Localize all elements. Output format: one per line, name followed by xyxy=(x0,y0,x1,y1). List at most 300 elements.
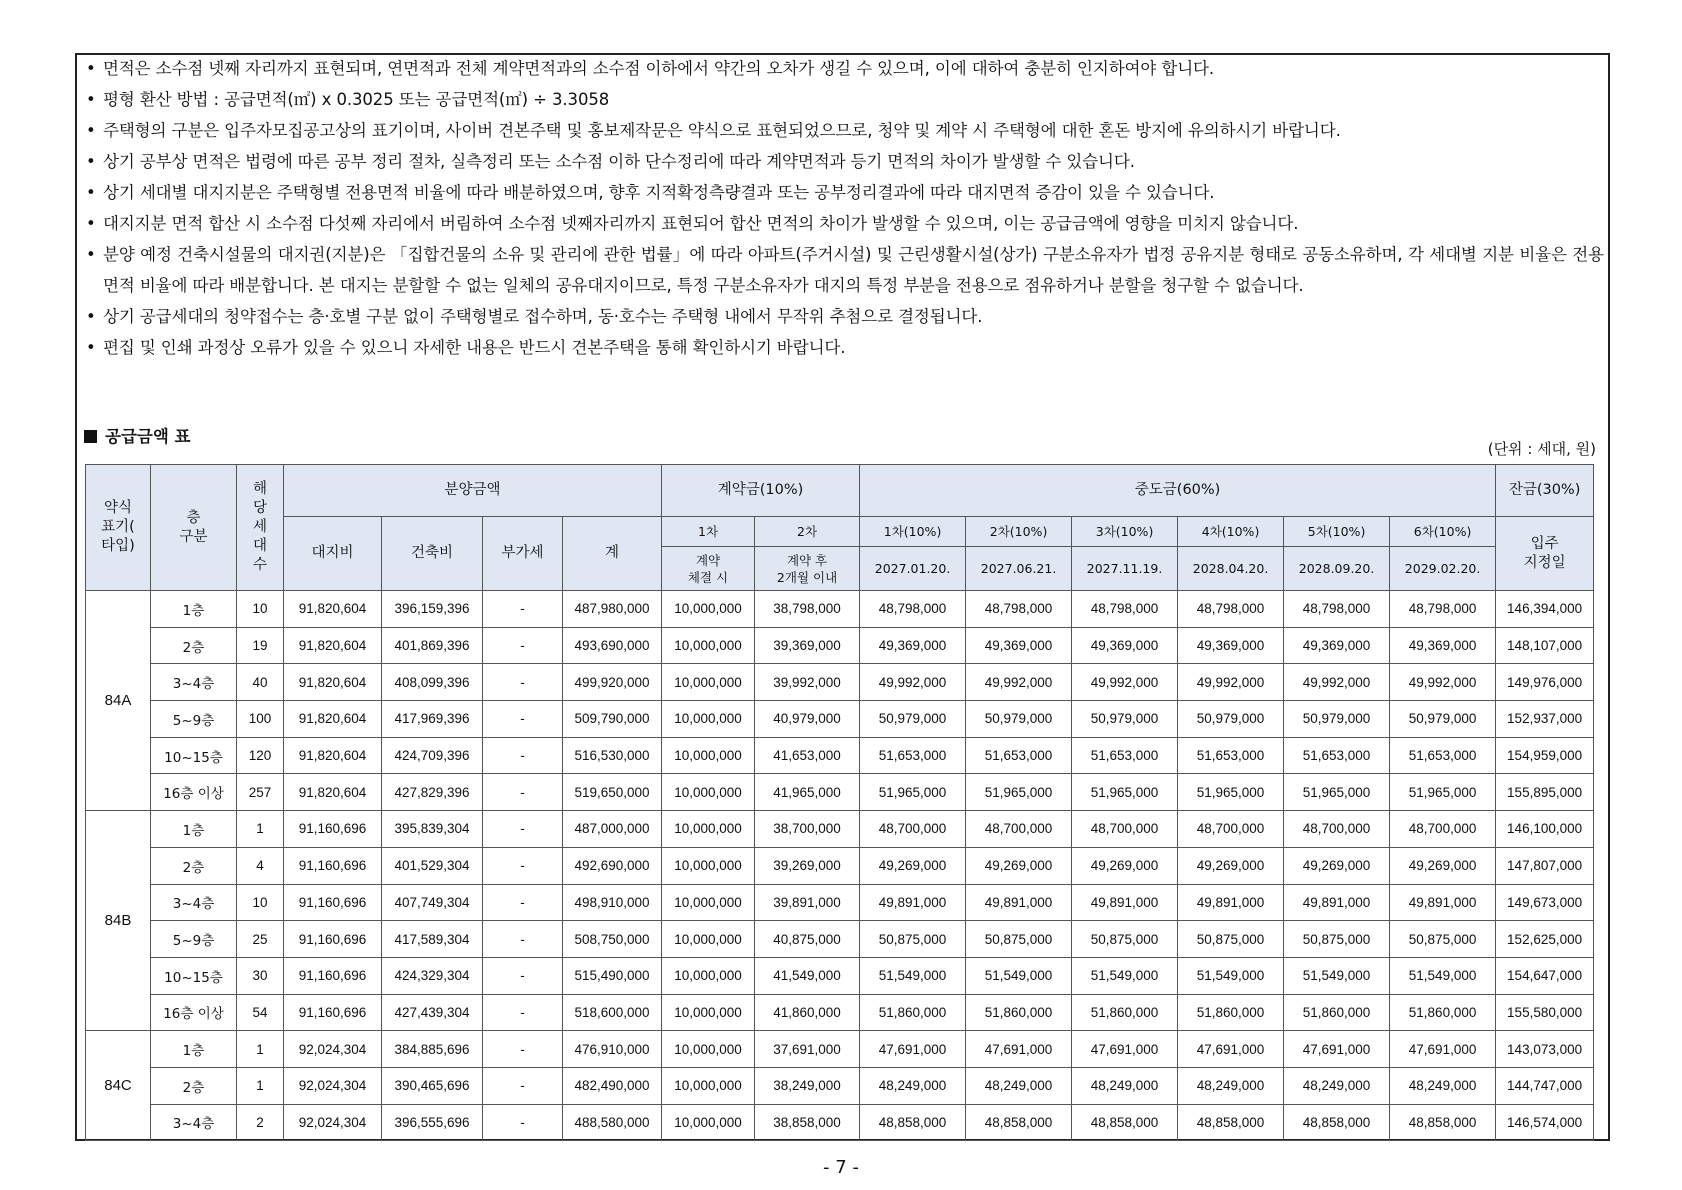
value-cell: 50,979,000 xyxy=(1390,701,1496,738)
header-dep2: 2차 xyxy=(755,517,860,547)
value-cell: 519,650,000 xyxy=(563,774,662,811)
header-interim-round: 6차(10%) xyxy=(1390,517,1496,547)
value-cell: 47,691,000 xyxy=(1178,1031,1284,1068)
value-cell: 51,860,000 xyxy=(1178,994,1284,1031)
value-cell: 10,000,000 xyxy=(662,774,755,811)
value-cell: 427,439,304 xyxy=(382,994,483,1031)
value-cell: 48,798,000 xyxy=(1284,591,1390,628)
value-cell: 49,369,000 xyxy=(1390,627,1496,664)
header-interim-date: 2027.06.21. xyxy=(966,547,1072,591)
header-dep2-when xyxy=(755,547,860,591)
value-cell: 48,249,000 xyxy=(1284,1067,1390,1104)
header-vat: 부가세 xyxy=(483,517,563,591)
value-cell: 49,992,000 xyxy=(860,664,966,701)
floor-cell: 3~4층 xyxy=(151,884,237,921)
table-row xyxy=(86,921,1594,958)
header-dep2-when-text: 계약 후 2개월 이내 xyxy=(776,552,838,585)
value-cell: 146,100,000 xyxy=(1496,811,1594,848)
value-cell: 48,858,000 xyxy=(1284,1104,1390,1141)
value-cell: 516,530,000 xyxy=(563,737,662,774)
value-cell: 39,269,000 xyxy=(755,847,860,884)
floor-cell: 5~9층 xyxy=(151,921,237,958)
value-cell: 4 xyxy=(237,847,284,884)
value-cell: 499,920,000 xyxy=(563,664,662,701)
value-cell: 51,653,000 xyxy=(1072,737,1178,774)
value-cell: - xyxy=(483,847,563,884)
value-cell: - xyxy=(483,774,563,811)
bullet-icon: • xyxy=(86,214,96,233)
value-cell: 50,979,000 xyxy=(966,701,1072,738)
value-cell: 49,992,000 xyxy=(1284,664,1390,701)
value-cell: - xyxy=(483,994,563,1031)
bullet-icon: • xyxy=(86,90,96,109)
note-item xyxy=(84,301,1604,332)
value-cell: 50,979,000 xyxy=(1072,701,1178,738)
value-cell: 2 xyxy=(237,1104,284,1141)
value-cell: 10,000,000 xyxy=(662,847,755,884)
value-cell: 417,589,304 xyxy=(382,921,483,958)
section-title xyxy=(84,423,190,447)
value-cell: 50,979,000 xyxy=(1178,701,1284,738)
value-cell: 143,073,000 xyxy=(1496,1031,1594,1068)
note-text: 상기 공급세대의 청약접수는 층·호별 구분 없이 주택형별로 접수하며, 동·호수는 주택형 내에서 무작위 추첨으로 결정됩니다. xyxy=(103,307,983,326)
value-cell: 92,024,304 xyxy=(284,1031,382,1068)
value-cell: 146,394,000 xyxy=(1496,591,1594,628)
header-type xyxy=(86,465,151,591)
value-cell: 51,965,000 xyxy=(1284,774,1390,811)
table-body xyxy=(86,591,1594,1141)
value-cell: 49,891,000 xyxy=(1284,884,1390,921)
value-cell: - xyxy=(483,1104,563,1141)
value-cell: 49,269,000 xyxy=(1284,847,1390,884)
floor-cell: 1층 xyxy=(151,1031,237,1068)
value-cell: - xyxy=(483,921,563,958)
value-cell: 40 xyxy=(237,664,284,701)
value-cell: 91,160,696 xyxy=(284,957,382,994)
table-row xyxy=(86,701,1594,738)
section-title-text: 공급금액 표 xyxy=(105,427,191,446)
value-cell: 48,249,000 xyxy=(860,1067,966,1104)
value-cell: - xyxy=(483,701,563,738)
value-cell: 41,860,000 xyxy=(755,994,860,1031)
value-cell: 154,647,000 xyxy=(1496,957,1594,994)
value-cell: 48,858,000 xyxy=(860,1104,966,1141)
note-text: 대지지분 면적 합산 시 소수점 다섯째 자리에서 버림하여 소수점 넷째자리까지 표현되어 합산 면적의 차이가 발생할 수 있으며, 이는 공급금액에 영향을 미치지 않습니다. xyxy=(103,214,1299,233)
value-cell: 40,875,000 xyxy=(755,921,860,958)
supply-price-table xyxy=(85,464,1594,1141)
value-cell: 51,549,000 xyxy=(1284,957,1390,994)
header-dep1-when xyxy=(662,547,755,591)
value-cell: 487,980,000 xyxy=(563,591,662,628)
header-interim-round: 4차(10%) xyxy=(1178,517,1284,547)
type-cell: 84B xyxy=(86,811,151,1031)
value-cell: 49,992,000 xyxy=(966,664,1072,701)
value-cell: 40,979,000 xyxy=(755,701,860,738)
value-cell: 51,965,000 xyxy=(1072,774,1178,811)
value-cell: - xyxy=(483,627,563,664)
value-cell: 396,555,696 xyxy=(382,1104,483,1141)
floor-cell: 2층 xyxy=(151,1067,237,1104)
floor-cell: 3~4층 xyxy=(151,664,237,701)
value-cell: 51,653,000 xyxy=(1178,737,1284,774)
table-row xyxy=(86,884,1594,921)
value-cell: 48,700,000 xyxy=(1390,811,1496,848)
value-cell: 10 xyxy=(237,884,284,921)
value-cell: 91,820,604 xyxy=(284,701,382,738)
value-cell: 49,369,000 xyxy=(1284,627,1390,664)
value-cell: - xyxy=(483,957,563,994)
note-item xyxy=(84,239,1604,301)
value-cell: 152,625,000 xyxy=(1496,921,1594,958)
value-cell: 401,869,396 xyxy=(382,627,483,664)
value-cell: 91,160,696 xyxy=(284,847,382,884)
value-cell: 19 xyxy=(237,627,284,664)
header-sale-price: 분양금액 xyxy=(284,465,662,517)
value-cell: 10 xyxy=(237,591,284,628)
value-cell: 91,820,604 xyxy=(284,774,382,811)
value-cell: - xyxy=(483,811,563,848)
note-text: 면적은 소수점 넷째 자리까지 표현되며, 연면적과 전체 계약면적과의 소수점 이하에서 약간의 오차가 생길 수 있으며, 이에 대하여 충분히 인지하여야 합니다. xyxy=(103,59,1215,78)
value-cell: 91,820,604 xyxy=(284,627,382,664)
value-cell: 1 xyxy=(237,1031,284,1068)
value-cell: 509,790,000 xyxy=(563,701,662,738)
value-cell: 10,000,000 xyxy=(662,664,755,701)
header-type-text: 약식 표기( 타입) xyxy=(101,500,135,554)
header-dep1: 1차 xyxy=(662,517,755,547)
value-cell: 49,891,000 xyxy=(1390,884,1496,921)
header-interim-date: 2027.01.20. xyxy=(860,547,966,591)
note-item xyxy=(84,177,1604,208)
value-cell: 146,574,000 xyxy=(1496,1104,1594,1141)
value-cell: 50,979,000 xyxy=(860,701,966,738)
value-cell: 48,798,000 xyxy=(1072,591,1178,628)
value-cell: 48,798,000 xyxy=(860,591,966,628)
value-cell: 10,000,000 xyxy=(662,921,755,958)
square-bullet-icon xyxy=(84,430,97,443)
value-cell: 54 xyxy=(237,994,284,1031)
value-cell: 50,875,000 xyxy=(1390,921,1496,958)
note-item xyxy=(84,53,1604,84)
value-cell: 518,600,000 xyxy=(563,994,662,1031)
value-cell: 92,024,304 xyxy=(284,1067,382,1104)
bullet-icon: • xyxy=(86,245,96,264)
value-cell: 39,369,000 xyxy=(755,627,860,664)
value-cell: 41,549,000 xyxy=(755,957,860,994)
value-cell: 407,749,304 xyxy=(382,884,483,921)
header-balance: 잔금(30%) xyxy=(1496,465,1594,517)
floor-cell: 2층 xyxy=(151,627,237,664)
value-cell: 50,875,000 xyxy=(860,921,966,958)
value-cell: 39,992,000 xyxy=(755,664,860,701)
value-cell: 49,269,000 xyxy=(1178,847,1284,884)
value-cell: 48,249,000 xyxy=(1072,1067,1178,1104)
value-cell: 49,269,000 xyxy=(1072,847,1178,884)
table-row xyxy=(86,1031,1594,1068)
value-cell: 47,691,000 xyxy=(860,1031,966,1068)
floor-cell: 10~15층 xyxy=(151,737,237,774)
value-cell: 47,691,000 xyxy=(1284,1031,1390,1068)
value-cell: 48,700,000 xyxy=(1284,811,1390,848)
table-row xyxy=(86,957,1594,994)
note-item xyxy=(84,332,1604,363)
value-cell: 10,000,000 xyxy=(662,1104,755,1141)
type-cell: 84C xyxy=(86,1031,151,1141)
note-text: 분양 예정 건축시설물의 대지권(지분)은 「집합건물의 소유 및 관리에 관한 법률」에 따라 아파트(주거시설) 및 근린생활시설(상가) 구분소유자가 법정 공유지분 형태로 공동소유하며, 각 세대별 지분 비율은 전용면적 비율에 따라 배분합니다. 본 대지는 분할할 수 없는 일체의 공유대지이므로, 특정 구분소유자가 대지의 특정 부분을 전용으로 점유하거나 분할을 청구할 수 없습니다. xyxy=(103,245,1604,295)
value-cell: 91,160,696 xyxy=(284,921,382,958)
value-cell: 257 xyxy=(237,774,284,811)
value-cell: 10,000,000 xyxy=(662,1031,755,1068)
value-cell: 10,000,000 xyxy=(662,627,755,664)
value-cell: 152,937,000 xyxy=(1496,701,1594,738)
value-cell: 50,875,000 xyxy=(1284,921,1390,958)
floor-cell: 1층 xyxy=(151,811,237,848)
note-item xyxy=(84,115,1604,146)
value-cell: 25 xyxy=(237,921,284,958)
value-cell: 476,910,000 xyxy=(563,1031,662,1068)
value-cell: 92,024,304 xyxy=(284,1104,382,1141)
value-cell: 49,269,000 xyxy=(1390,847,1496,884)
value-cell: - xyxy=(483,1067,563,1104)
value-cell: 51,860,000 xyxy=(1284,994,1390,1031)
value-cell: 395,839,304 xyxy=(382,811,483,848)
header-total: 계 xyxy=(563,517,662,591)
value-cell: 10,000,000 xyxy=(662,994,755,1031)
value-cell: 48,798,000 xyxy=(1390,591,1496,628)
note-text: 상기 세대별 대지지분은 주택형별 전용면적 비율에 따라 배분하였으며, 향후 지적확정측량결과 또는 공부정리결과에 따라 대지면적 증감이 있을 수 있습니다. xyxy=(103,183,1215,202)
value-cell: 154,959,000 xyxy=(1496,737,1594,774)
value-cell: 51,653,000 xyxy=(860,737,966,774)
value-cell: 51,549,000 xyxy=(1072,957,1178,994)
value-cell: - xyxy=(483,664,563,701)
value-cell: 38,798,000 xyxy=(755,591,860,628)
value-cell: 149,976,000 xyxy=(1496,664,1594,701)
floor-cell: 16층 이상 xyxy=(151,774,237,811)
value-cell: 384,885,696 xyxy=(382,1031,483,1068)
value-cell: 41,653,000 xyxy=(755,737,860,774)
note-text: 주택형의 구분은 입주자모집공고상의 표기이며, 사이버 견본주택 및 홍보제작문은 약식으로 표현되었으므로, 청약 및 계약 시 주택형에 대한 혼돈 방지에 유의하시기 바랍니다. xyxy=(103,121,1341,140)
value-cell: 408,099,396 xyxy=(382,664,483,701)
value-cell: 50,875,000 xyxy=(1072,921,1178,958)
page-number: - 7 - xyxy=(823,1157,859,1178)
value-cell: 49,369,000 xyxy=(1178,627,1284,664)
value-cell: 48,858,000 xyxy=(1390,1104,1496,1141)
value-cell: 488,580,000 xyxy=(563,1104,662,1141)
value-cell: 49,269,000 xyxy=(966,847,1072,884)
table-row xyxy=(86,627,1594,664)
value-cell: 120 xyxy=(237,737,284,774)
value-cell: 155,580,000 xyxy=(1496,994,1594,1031)
floor-cell: 10~15층 xyxy=(151,957,237,994)
value-cell: 49,891,000 xyxy=(1072,884,1178,921)
value-cell: 144,747,000 xyxy=(1496,1067,1594,1104)
value-cell: 51,860,000 xyxy=(860,994,966,1031)
header-interim-date: 2028.04.20. xyxy=(1178,547,1284,591)
value-cell: 396,159,396 xyxy=(382,591,483,628)
value-cell: 10,000,000 xyxy=(662,884,755,921)
value-cell: 51,549,000 xyxy=(966,957,1072,994)
header-dep1-when-text: 계약 체결 시 xyxy=(687,552,729,585)
value-cell: 51,965,000 xyxy=(966,774,1072,811)
value-cell: 149,673,000 xyxy=(1496,884,1594,921)
value-cell: 48,700,000 xyxy=(860,811,966,848)
value-cell: 39,891,000 xyxy=(755,884,860,921)
value-cell: 48,249,000 xyxy=(1178,1067,1284,1104)
value-cell: 51,965,000 xyxy=(1390,774,1496,811)
value-cell: 498,910,000 xyxy=(563,884,662,921)
header-floor xyxy=(151,465,237,591)
value-cell: 427,829,396 xyxy=(382,774,483,811)
note-text: 상기 공부상 면적은 법령에 따른 공부 정리 절차, 실측정리 또는 소수점 이하 단수정리에 따라 계약면적과 등기 면적의 차이가 발생할 수 있습니다. xyxy=(103,152,1135,171)
value-cell: 51,860,000 xyxy=(1390,994,1496,1031)
table-row xyxy=(86,1104,1594,1141)
value-cell: 49,369,000 xyxy=(860,627,966,664)
note-item xyxy=(84,208,1604,239)
header-count-text: 해 당 세 대 수 xyxy=(252,481,267,573)
value-cell: 148,107,000 xyxy=(1496,627,1594,664)
value-cell: - xyxy=(483,1031,563,1068)
value-cell: 48,249,000 xyxy=(966,1067,1072,1104)
value-cell: 91,820,604 xyxy=(284,664,382,701)
table-row xyxy=(86,847,1594,884)
header-interim-date: 2029.02.20. xyxy=(1390,547,1496,591)
value-cell: 91,160,696 xyxy=(284,811,382,848)
value-cell: 417,969,396 xyxy=(382,701,483,738)
value-cell: 47,691,000 xyxy=(1390,1031,1496,1068)
value-cell: 48,700,000 xyxy=(1072,811,1178,848)
header-interim-round: 1차(10%) xyxy=(860,517,966,547)
value-cell: 10,000,000 xyxy=(662,737,755,774)
floor-cell: 5~9층 xyxy=(151,701,237,738)
value-cell: 41,965,000 xyxy=(755,774,860,811)
header-interim-round: 5차(10%) xyxy=(1284,517,1390,547)
value-cell: 48,858,000 xyxy=(1178,1104,1284,1141)
bullet-icon: • xyxy=(86,59,96,78)
note-item xyxy=(84,84,1604,115)
note-item xyxy=(84,146,1604,177)
header-count xyxy=(237,465,284,591)
header-interim-round: 2차(10%) xyxy=(966,517,1072,547)
value-cell: 1 xyxy=(237,811,284,848)
table-row xyxy=(86,811,1594,848)
unit-label: (단위 : 세대, 원) xyxy=(1487,440,1596,458)
value-cell: 492,690,000 xyxy=(563,847,662,884)
value-cell: 51,965,000 xyxy=(860,774,966,811)
value-cell: 508,750,000 xyxy=(563,921,662,958)
type-cell: 84A xyxy=(86,591,151,811)
bullet-icon: • xyxy=(86,121,96,140)
header-building: 건축비 xyxy=(382,517,483,591)
value-cell: 51,653,000 xyxy=(966,737,1072,774)
value-cell: 10,000,000 xyxy=(662,591,755,628)
value-cell: 1 xyxy=(237,1067,284,1104)
value-cell: 390,465,696 xyxy=(382,1067,483,1104)
value-cell: 47,691,000 xyxy=(966,1031,1072,1068)
value-cell: 37,691,000 xyxy=(755,1031,860,1068)
value-cell: 424,709,396 xyxy=(382,737,483,774)
value-cell: 48,858,000 xyxy=(1072,1104,1178,1141)
header-interim-round: 3차(10%) xyxy=(1072,517,1178,547)
note-text: 평형 환산 방법 : 공급면적(㎡) x 0.3025 또는 공급면적(㎡) ÷ 3.3058 xyxy=(103,90,610,109)
value-cell: 10,000,000 xyxy=(662,701,755,738)
value-cell: 401,529,304 xyxy=(382,847,483,884)
value-cell: 49,891,000 xyxy=(860,884,966,921)
bullet-icon: • xyxy=(86,152,96,171)
table-row xyxy=(86,737,1594,774)
header-interim: 중도금(60%) xyxy=(860,465,1496,517)
value-cell: 91,160,696 xyxy=(284,994,382,1031)
value-cell: 51,549,000 xyxy=(1178,957,1284,994)
floor-cell: 16층 이상 xyxy=(151,994,237,1031)
value-cell: 10,000,000 xyxy=(662,957,755,994)
value-cell: 91,160,696 xyxy=(284,884,382,921)
value-cell: 48,700,000 xyxy=(966,811,1072,848)
value-cell: 50,875,000 xyxy=(1178,921,1284,958)
value-cell: 49,992,000 xyxy=(1072,664,1178,701)
table-row xyxy=(86,591,1594,628)
value-cell: - xyxy=(483,737,563,774)
bullet-icon: • xyxy=(86,307,96,326)
header-land: 대지비 xyxy=(284,517,382,591)
floor-cell: 1층 xyxy=(151,591,237,628)
header-interim-date: 2027.11.19. xyxy=(1072,547,1178,591)
value-cell: 147,807,000 xyxy=(1496,847,1594,884)
table-row xyxy=(86,1067,1594,1104)
value-cell: 487,000,000 xyxy=(563,811,662,848)
value-cell: 91,820,604 xyxy=(284,591,382,628)
value-cell: 10,000,000 xyxy=(662,811,755,848)
value-cell: 51,860,000 xyxy=(966,994,1072,1031)
note-text: 편집 및 인쇄 과정상 오류가 있을 수 있으니 자세한 내용은 반드시 견본주택을 통해 확인하시기 바랍니다. xyxy=(103,338,846,357)
value-cell: 50,875,000 xyxy=(966,921,1072,958)
value-cell: 49,891,000 xyxy=(1178,884,1284,921)
header-balance-when xyxy=(1496,517,1594,591)
value-cell: 38,858,000 xyxy=(755,1104,860,1141)
header-interim-date: 2028.09.20. xyxy=(1284,547,1390,591)
value-cell: 48,798,000 xyxy=(966,591,1072,628)
floor-cell: 2층 xyxy=(151,847,237,884)
value-cell: 49,269,000 xyxy=(860,847,966,884)
value-cell: 49,891,000 xyxy=(966,884,1072,921)
header-balance-when-text: 입주 지정일 xyxy=(1523,535,1566,571)
value-cell: 51,860,000 xyxy=(1072,994,1178,1031)
value-cell: 91,820,604 xyxy=(284,737,382,774)
value-cell: 38,249,000 xyxy=(755,1067,860,1104)
value-cell: 155,895,000 xyxy=(1496,774,1594,811)
table-row xyxy=(86,774,1594,811)
value-cell: 49,992,000 xyxy=(1390,664,1496,701)
value-cell: 38,700,000 xyxy=(755,811,860,848)
value-cell: 47,691,000 xyxy=(1072,1031,1178,1068)
header-deposit: 계약금(10%) xyxy=(662,465,860,517)
value-cell: 424,329,304 xyxy=(382,957,483,994)
table-row xyxy=(86,664,1594,701)
value-cell: 515,490,000 xyxy=(563,957,662,994)
value-cell: 482,490,000 xyxy=(563,1067,662,1104)
notes-list xyxy=(84,53,1604,363)
value-cell: 51,653,000 xyxy=(1390,737,1496,774)
floor-cell: 3~4층 xyxy=(151,1104,237,1141)
value-cell: 49,992,000 xyxy=(1178,664,1284,701)
value-cell: 100 xyxy=(237,701,284,738)
value-cell: 51,549,000 xyxy=(860,957,966,994)
value-cell: 48,700,000 xyxy=(1178,811,1284,848)
value-cell: 48,249,000 xyxy=(1390,1067,1496,1104)
value-cell: 493,690,000 xyxy=(563,627,662,664)
table-row xyxy=(86,994,1594,1031)
value-cell: 50,979,000 xyxy=(1284,701,1390,738)
value-cell: - xyxy=(483,884,563,921)
value-cell: 48,798,000 xyxy=(1178,591,1284,628)
